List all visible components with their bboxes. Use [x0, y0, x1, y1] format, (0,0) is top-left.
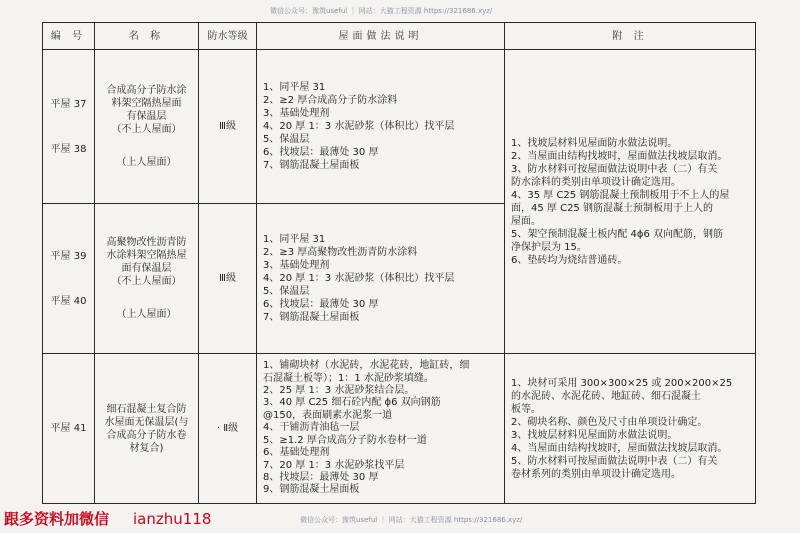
name-line: 料架空隔热屋面: [111, 98, 182, 109]
name-line: （不上人屋面）: [111, 124, 182, 135]
note-line: 屋面。: [511, 215, 541, 227]
desc-cell: [257, 204, 505, 354]
promo-label: 跟多资料加微信: [4, 510, 110, 528]
name-line: 高聚物改性沥青防: [106, 237, 187, 248]
note-line: 2、砌块名称、颜色及尺寸由单项设计确定。: [511, 416, 708, 428]
name-line: 水屋面无保温层(与: [104, 416, 189, 428]
desc-line: 7、钢筋混凝土屋面板: [263, 312, 360, 323]
desc-line: 5、保温层: [263, 286, 310, 297]
desc-line: 6、基础处理剂: [263, 447, 330, 459]
code-cell: [43, 354, 95, 504]
roof-spec-table: [42, 22, 756, 504]
code-label: 平屋 40: [50, 295, 87, 307]
desc-line: 2、≥2 厚合成高分子防水涂料: [263, 95, 398, 106]
grade-cell: · Ⅱ级: [199, 354, 257, 504]
header-desc: 屋面做法说明: [257, 23, 505, 50]
note-line: 防水涂料的类别由单项设计确定选用。: [511, 176, 681, 188]
desc-line: 6、找坡层：最薄处 30 厚: [263, 299, 379, 310]
note-line: 1、块材可采用 300×300×25 或 200×200×25: [511, 377, 733, 389]
desc-line: 石混凝土板等）；1：1 水泥砂浆填缝。: [263, 372, 434, 384]
note-line: 的水泥砖、水泥花砖、地缸砖、细石混凝土: [511, 390, 701, 402]
note-line: 板等。: [511, 403, 541, 415]
name-line: （不上人屋面）: [111, 276, 182, 287]
code-label: 平屋 38: [50, 143, 87, 155]
desc-line: 3、40 厚 C25 细石砼内配 ϕ6 双向钢筋: [263, 397, 441, 409]
header-note: 附 注: [505, 23, 756, 50]
name-line: 合成高分子防水卷: [106, 429, 187, 441]
code-cell: [43, 204, 95, 354]
note-line: 5、架空预制混凝土板内配 4ϕ6 双向配筋，钢筋: [511, 228, 724, 240]
notes-cell: [505, 354, 756, 504]
desc-line: 2、25 厚 1：3 水泥砂浆结合层。: [263, 385, 415, 397]
code-label: 平屋 41: [50, 423, 87, 434]
name-line: 合成高分子防水涂: [106, 85, 187, 96]
note-line: 3、找坡层材料见屋面防水做法说明。: [511, 429, 678, 441]
header-row: [43, 23, 756, 50]
note-line: 卷材系列的类别由单项设计确定选用。: [511, 468, 681, 480]
note-line: 5、防水材料可按屋面做法说明中表（二）有关: [511, 455, 718, 467]
name-cell: [95, 354, 199, 504]
name-cell: [95, 204, 199, 354]
note-line: 净保护层为 15。: [511, 241, 587, 253]
desc-cell: [257, 354, 505, 504]
desc-line: 4、20 厚 1：3 水泥砂浆（体积比）找平层: [263, 273, 455, 284]
code-label: 平屋 37: [50, 98, 87, 110]
name-line: 面有保温层: [121, 263, 172, 274]
desc-cell: [257, 50, 505, 204]
note-line: 4、当屋面由结构找坡时，屋面做法找坡层取消。: [511, 442, 728, 454]
desc-line: 6、找坡层：最薄处 30 厚: [263, 147, 379, 158]
desc-line: 8、找坡层：最薄处 30 厚: [263, 471, 379, 483]
desc-line: 1、同平屋 31: [263, 82, 326, 93]
name-sub: （上人屋面）: [116, 309, 177, 320]
desc-line: 2、≥3 厚高聚物改性沥青防水涂料: [263, 247, 418, 258]
header-name: 名 称: [95, 23, 199, 50]
table-row: [43, 50, 756, 204]
promo-wechat-id: ianzhu118: [133, 510, 212, 528]
name-sub: （上人屋面）: [116, 157, 177, 168]
name-line: 材复合): [129, 442, 164, 454]
desc-line: 5、保温层: [263, 134, 310, 145]
code-label: 平屋 39: [50, 250, 87, 262]
note-line: 2、当屋面由结构找坡时，屋面做法找坡层取消。: [511, 150, 728, 162]
note-line: 4、35 厚 C25 钢筋混凝土预制板用于不上人的屋: [511, 189, 730, 201]
desc-line: 1、铺砌块材（水泥砖，水泥花砖，地缸砖，细: [263, 360, 470, 372]
note-line: 面，45 厚 C25 钢筋混凝土预制板用于上人的: [511, 202, 713, 214]
grade-cell: Ⅲ级: [199, 50, 257, 204]
desc-line: 7、钢筋混凝土屋面板: [263, 160, 360, 171]
desc-line: 7、20 厚 1：3 水泥砂浆找平层: [263, 459, 405, 471]
code-cell: [43, 50, 95, 204]
desc-line: 1、同平屋 31: [263, 234, 326, 245]
watermark-bottom: 微信公众号：豫筑useful ｜ 网站：大猫工程资源 https://321686.xyz/: [300, 516, 523, 524]
promo-text: [4, 508, 211, 529]
table-row: [43, 354, 756, 504]
name-cell: [95, 50, 199, 204]
desc-line: 4、干铺沥青油毡一层: [263, 422, 360, 434]
desc-line: 5、≥1.2 厚合成高分子防水卷材一道: [263, 434, 427, 446]
note-line: 1、找坡层材料见屋面防水做法说明。: [511, 137, 678, 149]
desc-line: 3、基础处理剂: [263, 108, 330, 119]
desc-line: @150，表面刷素水泥浆一道: [263, 409, 393, 421]
name-line: 有保温层: [126, 111, 167, 122]
desc-line: 9、钢筋混凝土屋面板: [263, 484, 360, 496]
note-line: 6、垫砖均为烧结普通砖。: [511, 254, 628, 266]
desc-line: 3、基础处理剂: [263, 260, 330, 271]
grade-cell: Ⅲ级: [199, 204, 257, 354]
name-line: 水涂料架空隔热屋: [106, 250, 187, 261]
name-line: 细石混凝土复合防: [106, 403, 187, 415]
header-grade: 防水等级: [199, 23, 257, 50]
desc-line: 4、20 厚 1：3 水泥砂浆（体积比）找平层: [263, 121, 455, 132]
note-line: 3、防水材料可按屋面做法说明中表（二）有关: [511, 163, 718, 175]
shared-notes-cell: [505, 50, 756, 354]
watermark-top: 微信公众号：豫筑useful ｜ 网站：大猫工程资源 https://321686.xyz/: [270, 7, 493, 15]
header-code: 编 号: [43, 23, 95, 50]
